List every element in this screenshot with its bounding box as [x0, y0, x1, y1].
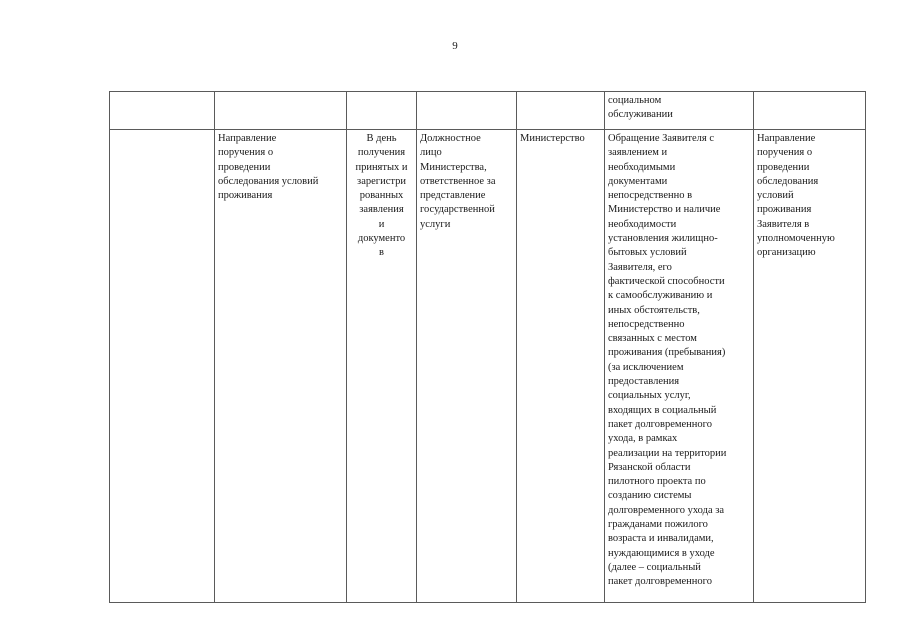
table-row — [110, 130, 866, 603]
table-cell: социальном обслуживании — [605, 92, 754, 130]
table-cell — [754, 92, 866, 130]
deadline-cell: В день получения принятых и зарегистри рованных заявления и документо в — [347, 130, 417, 603]
table-cell — [215, 92, 347, 130]
action-cell: Направление поручения о проведении обследования условий проживания — [215, 130, 347, 603]
table-cell — [417, 92, 517, 130]
result-cell: Направление поручения о проведении обследования условий проживания Заявителя в уполномоченную организацию — [754, 130, 866, 603]
table-cell — [517, 92, 605, 130]
page-number: 9 — [452, 40, 458, 52]
responsible-cell: Должностное лицо Министерства, ответственное за представление государственной услуги — [417, 130, 517, 603]
condition-cell: Обращение Заявителя с заявлением и необходимыми документами непосредственно в Министерство и наличие необходимости установления жилищно- бытовых условий Заявителя, его фактической способности к самообслуживанию и иных обстоятельств, непосредственно связанных с местом проживания (пребывания) (за исключением предоставления социальных услуг, входящих в социальный пакет долговременного ухода, в рамках реализации на территории Рязанской области пилотного проекта по созданию системы долговременного ухода за гражданами пожилого возраста и инвалидами, нуждающимися в уходе (далее – социальный пакет долговременного — [605, 130, 754, 603]
table-cell — [347, 92, 417, 130]
table-row — [110, 92, 866, 130]
table-cell — [110, 130, 215, 603]
table-cell — [110, 92, 215, 130]
document-table — [109, 91, 866, 603]
location-cell: Министерство — [517, 130, 605, 603]
